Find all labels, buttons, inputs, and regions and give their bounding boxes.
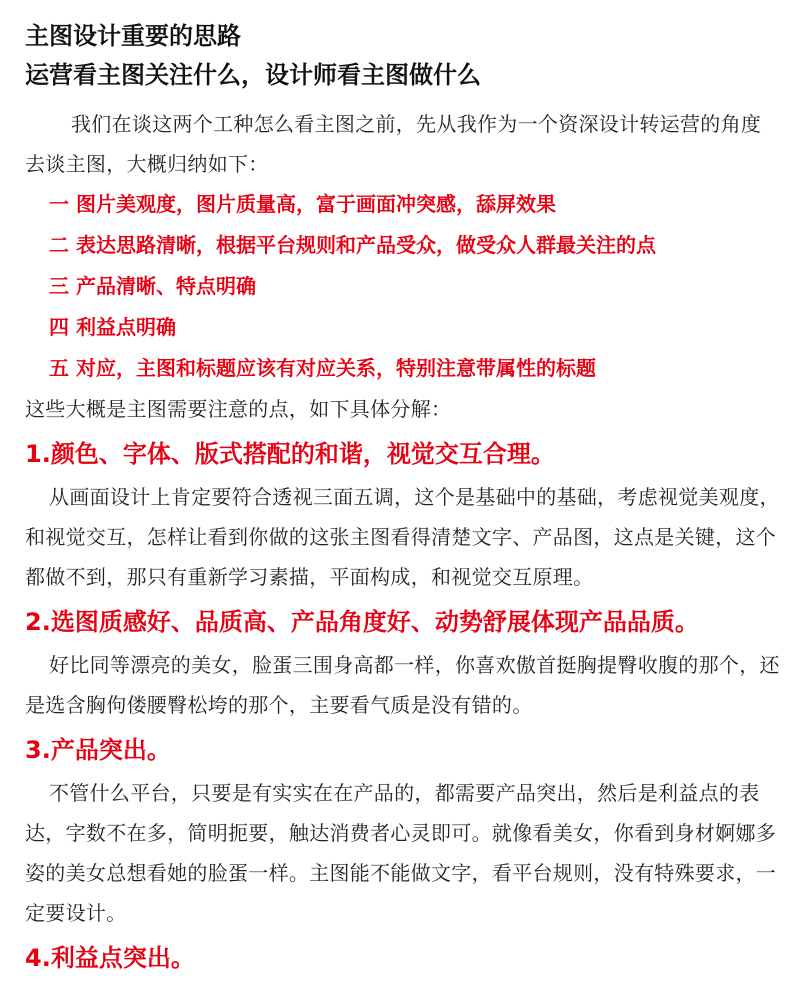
intro-paragraph: 我们在谈这两个工种怎么看主图之前，先从我作为一个资深设计转运营的角度去谈主图，大概归纳如下： bbox=[25, 112, 762, 176]
section-body: 从画面设计上肯定要符合透视三面五调，这个是基础中的基础，考虑视觉美观度，和视觉交互，怎样让看到你做的这张主图看得清楚文字、产品图，这点是关键，这个都做不到，那只有重新学习素描，平面构成，和视觉交互原理。 bbox=[25, 485, 780, 589]
key-point: 五 对应，主图和标题应该有对应关系，特别注意带属性的标题 bbox=[49, 356, 596, 380]
key-point: 二 表达思路清晰，根据平台规则和产品受众，做受众人群最关注的点 bbox=[49, 233, 656, 257]
section-heading: 1.颜色、字体、版式搭配的和谐，视觉交互合理。 bbox=[25, 440, 555, 468]
section-body: 不管什么平台，只要是有实实在在产品的，都需要产品突出，然后是利益点的表达，字数不在多，简明扼要，触达消费者心灵即可。就像看美女，你看到身材婀娜多姿的美女总想看她的脸蛋一样。主图能不能做文字，看平台规则，没有特殊要求，一定要设计。 bbox=[25, 781, 777, 925]
key-point: 一 图片美观度，图片质量高，富于画面冲突感，舔屏效果 bbox=[49, 192, 556, 216]
key-point: 四 利益点明确 bbox=[49, 315, 176, 339]
section-body: 好比同等漂亮的美女，脸蛋三围身高都一样，你喜欢傲首挺胸提臀收腹的那个，还是选含胸佝偻腰臀松垮的那个，主要看气质是没有错的。 bbox=[25, 653, 780, 717]
key-points-list bbox=[25, 184, 780, 389]
article-subtitle: 运营看主图关注什么，设计师看主图做什么 bbox=[25, 61, 481, 89]
section-3 bbox=[25, 725, 780, 933]
key-point: 三 产品清晰、特点明确 bbox=[49, 274, 256, 298]
section-heading: 3.产品突出。 bbox=[25, 736, 171, 764]
section-2 bbox=[25, 597, 780, 725]
section-heading: 4.利益点突出。 bbox=[25, 944, 195, 972]
summary-paragraph: 这些大概是主图需要注意的点，如下具体分解： bbox=[25, 397, 452, 421]
section-4 bbox=[25, 933, 780, 981]
article-title: 主图设计重要的思路 bbox=[25, 22, 241, 50]
section-heading: 2.选图质感好、品质高、产品角度好、动势舒展体现产品品质。 bbox=[25, 608, 699, 636]
section-1 bbox=[25, 429, 780, 597]
